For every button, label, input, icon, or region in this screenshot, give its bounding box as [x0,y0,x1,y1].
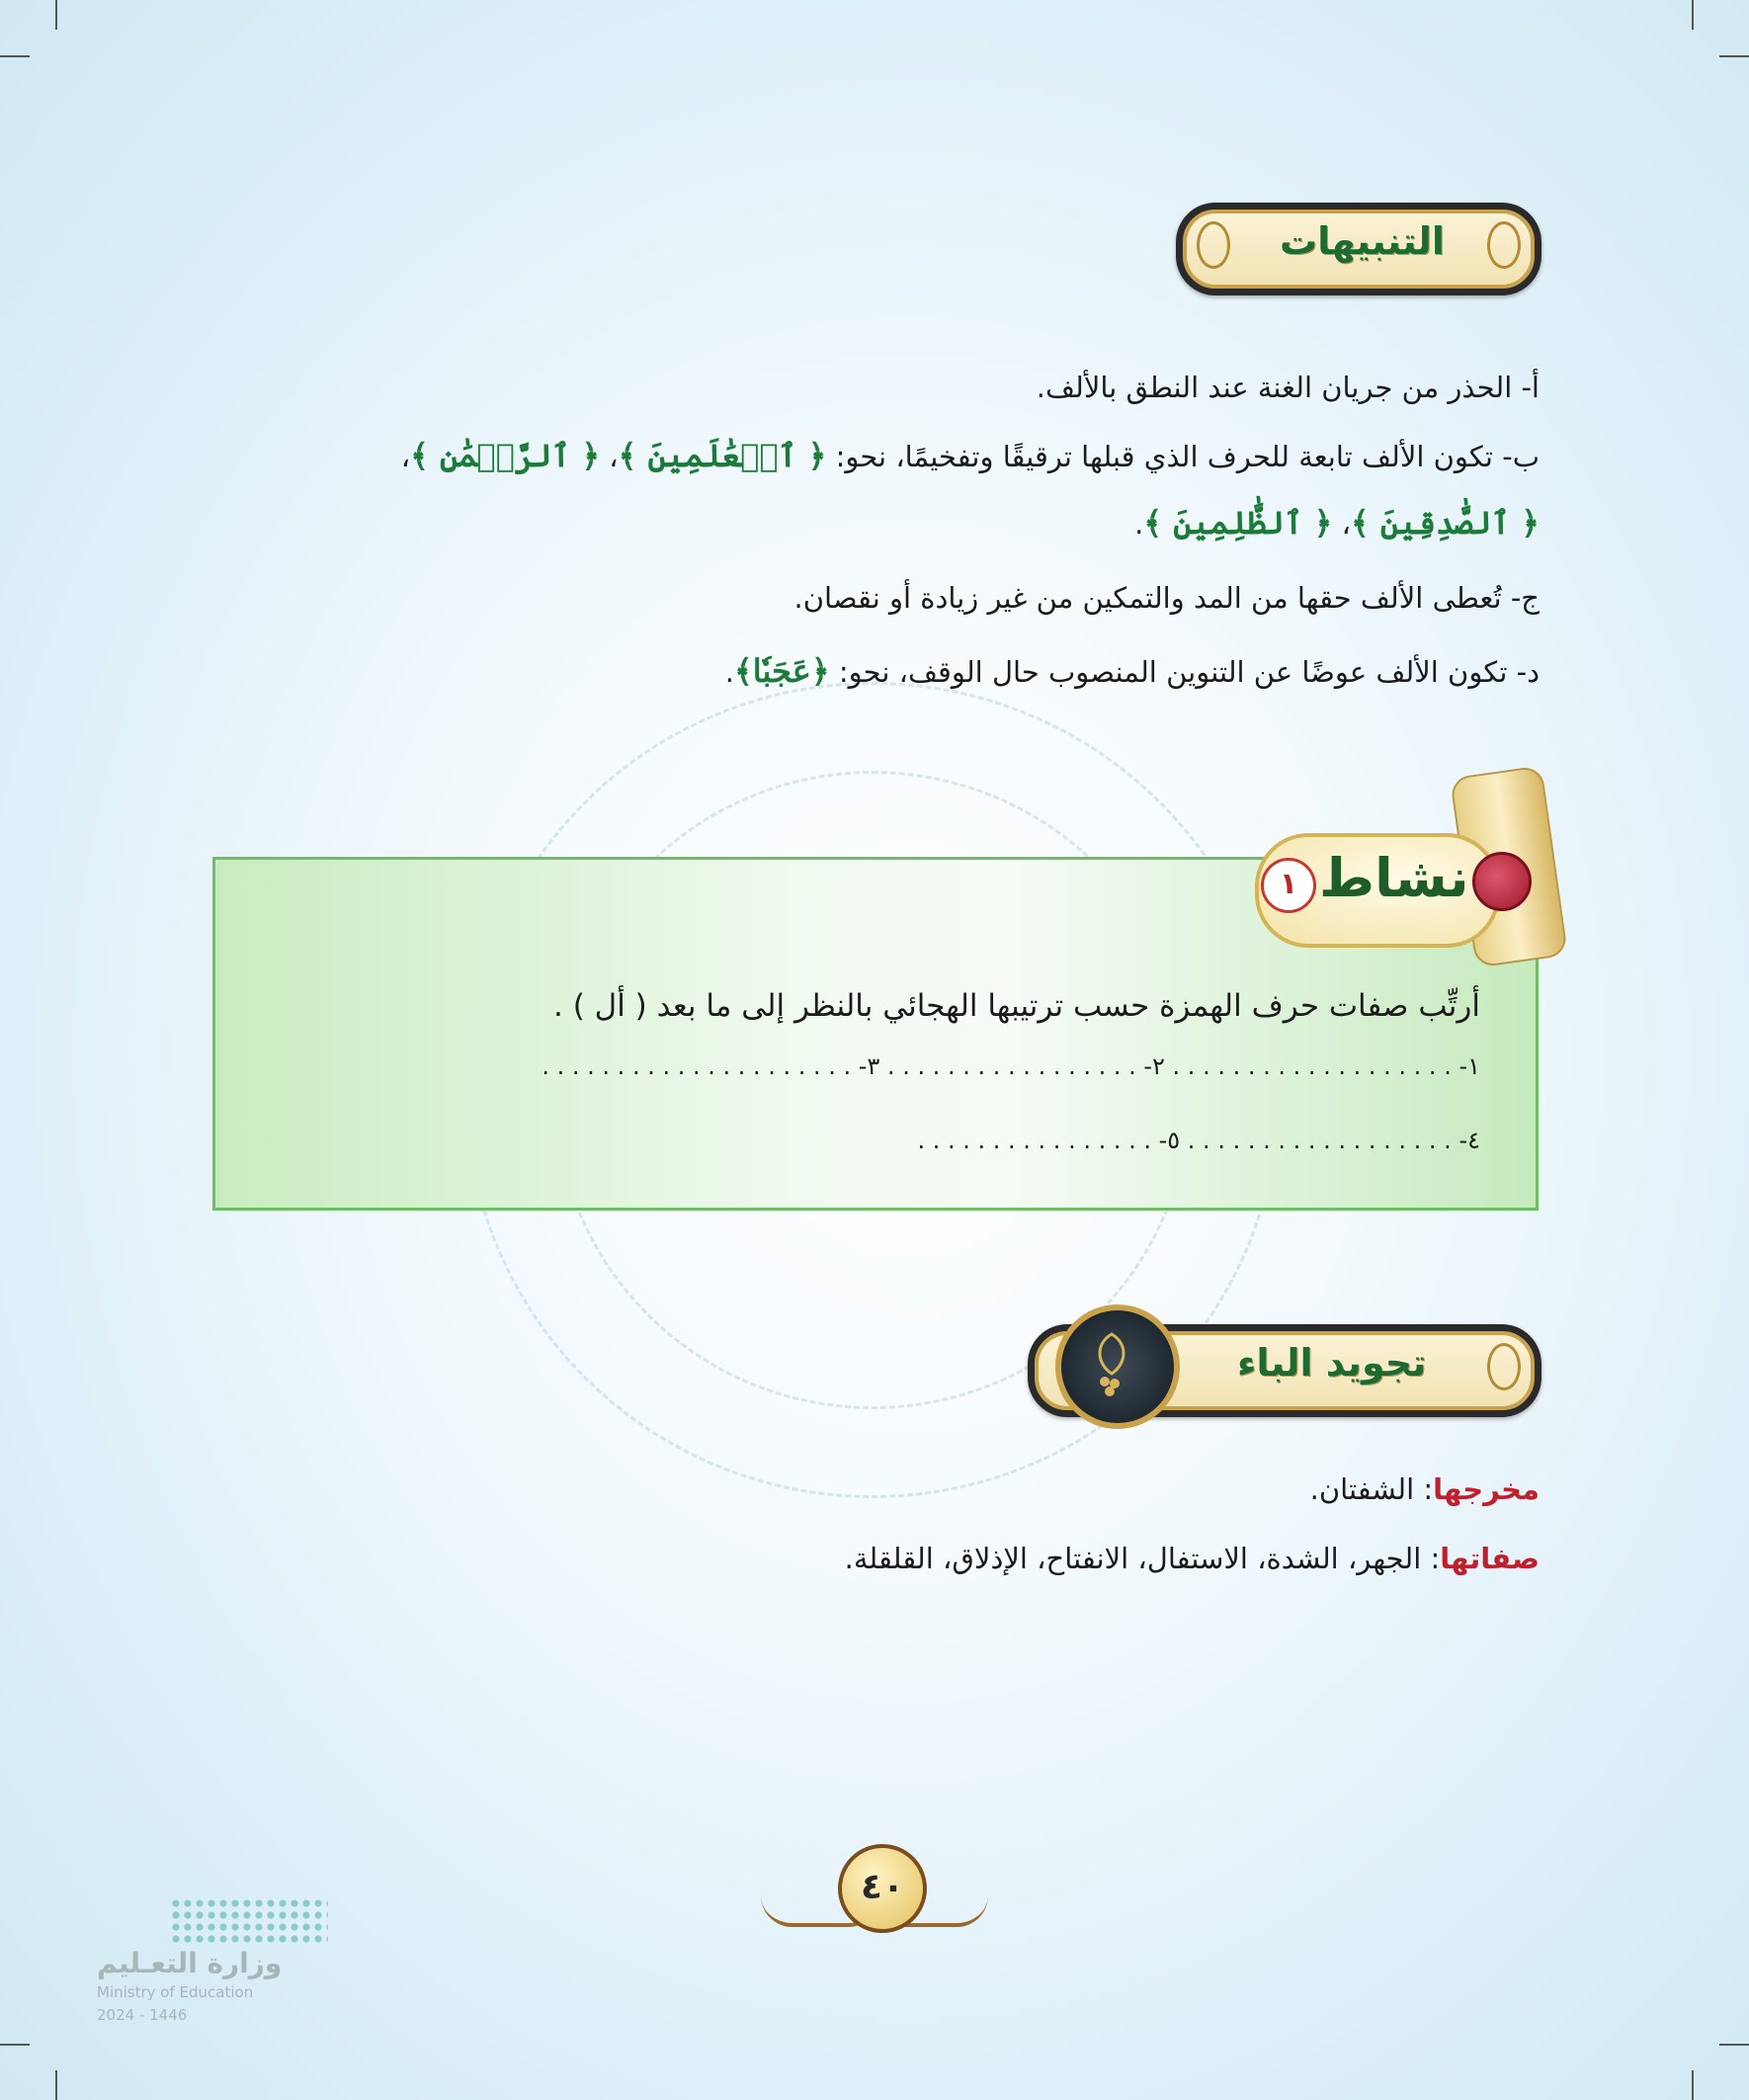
ministry-logo-icon [170,1897,328,1945]
quran-word: ﴿ ٱلۡعَٰلَمِينَ ﴾ [618,437,827,474]
crop-mark [1692,2070,1694,2100]
sifat-value: : الجهر، الشدة، الاستفال، الانفتاح، الإذلاق، القلقلة. [844,1542,1441,1575]
section-title: تجويد الباء [1237,1341,1427,1385]
baa-makhraj [1310,1472,1540,1506]
section-banner-warnings [1176,203,1541,295]
ministry-name-en: Ministry of Education [97,1983,254,2001]
section-title: التنبيهات [1280,219,1445,263]
quran-word: ﴿ ٱلرَّحۡمَٰنِ ﴾ [410,437,601,474]
warning-b: ب- تكون الألف تابعة للحرف الذي قبلها ترقيقًا وتفخيمًا، نحو: ﴿ ٱلۡعَٰلَمِينَ ﴾، ﴿ ٱلرَّحۡمَٰنِ ﴾، [400,437,1540,474]
crop-mark [1692,0,1694,30]
wax-seal-icon [1472,852,1532,911]
baa-sifat [845,1542,1540,1575]
ministry-year: 2024 - 1446 [97,2006,188,2024]
answer-line-1[interactable]: ١- . . . . . . . . . . . . . . . . . . . ٢- . . . . . . . . . . . . . . . . . ٣- . . . . . . . . . . . . . . . . . . . . . [541,1052,1480,1080]
scroll-end-icon [1487,1343,1521,1390]
quran-word: ﴿ ٱلصَّٰدِقِينَ ﴾ [1350,504,1540,542]
crop-mark [55,0,57,30]
activity-instruction: أرتِّب صفات حرف الهمزة حسب ترتيبها الهجائي بالنظر إلى ما بعد ( أل ) . [553,988,1480,1024]
activity-label: نشاط [1319,847,1469,909]
warning-d: د- تكون الألف عوضًا عن التنوين المنصوب حال الوقف، نحو: ﴿عَجَبٗا﴾. [724,652,1540,690]
scroll-end-icon [1197,221,1230,269]
scroll-end-icon [1487,221,1521,269]
makhraj-value: : الشفتان. [1309,1472,1434,1506]
makhraj-label: مخرجها [1433,1472,1540,1506]
crop-mark [55,2070,57,2100]
grape-vine-medallion-icon [1055,1304,1180,1429]
warning-d-text: د- تكون الألف عوضًا عن التنوين المنصوب حال الوقف، نحو: [838,655,1540,689]
page-number: ٤٠ [838,1844,927,1933]
sifat-label: صفاتها [1440,1542,1540,1575]
answer-line-2[interactable]: ٤- . . . . . . . . . . . . . . . . . . ٥- . . . . . . . . . . . . . . . . [917,1127,1480,1154]
crop-mark [0,2044,30,2046]
warning-b-text: ب- تكون الألف تابعة للحرف الذي قبلها ترقيقًا وتفخيمًا، نحو: [835,440,1540,473]
crop-mark [1719,55,1749,57]
crop-mark [0,55,30,57]
ministry-name-ar: وزارة التعـليم [97,1947,283,1979]
warning-c: ج- تُعطى الألف حقها من المد والتمكين من غير زيادة أو نقصان. [793,581,1540,615]
warning-b-continued: ﴿ ٱلصَّٰدِقِينَ ﴾، ﴿ ٱلظَّٰلِمِينَ ﴾. [1134,504,1540,542]
crop-mark [1719,2044,1749,2046]
quran-word: ﴿ ٱلظَّٰلِمِينَ ﴾ [1143,504,1333,542]
quran-word: ﴿عَجَبٗا﴾ [733,652,830,690]
warning-a: أ- الحذر من جريان الغنة عند النطق بالألف. [1036,371,1540,404]
activity-number: ١ [1261,858,1316,913]
